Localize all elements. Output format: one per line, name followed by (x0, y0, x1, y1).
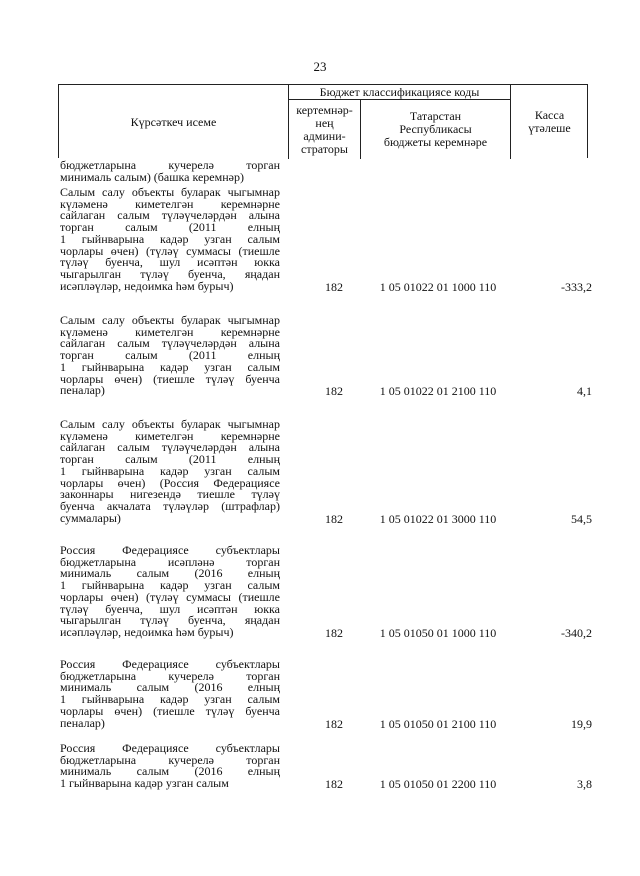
indicator-line: буенча акчалата түләүләр (штрафлар) (60, 498, 280, 513)
indicator-cell (60, 545, 280, 639)
indicator-line: 1 гыйнварына кадәр узган салым (60, 463, 280, 478)
admin-code-cell: 182 (325, 625, 343, 640)
indicator-cell (60, 160, 280, 183)
indicator-line: минималь салым (2016 елның (60, 680, 280, 695)
cash-amount-cell: -340,2 (561, 625, 592, 640)
revenue-code-cell: 1 05 01050 01 2200 110 (379, 777, 497, 792)
indicator-cell (60, 315, 280, 397)
indicator-line: 1 гыйнварына кадәр узган салым (60, 692, 280, 707)
indicator-line: 1 гыйнварына кадәр узган салым (60, 578, 280, 593)
indicator-line: чорлары өчен) (түләү суммасы (тиешле (60, 589, 280, 604)
cash-amount-cell: 19,9 (571, 716, 592, 731)
indicator-line: чыгарылган түләү буенча, яңадан (60, 613, 280, 628)
admin-code-cell: 182 (325, 716, 343, 731)
indicator-line: 1 гыйнварына кадәр узган салым (60, 776, 229, 791)
header-indicator-name: Күрсәткеч исеме (59, 85, 289, 159)
indicator-line: исәпләүләр, недоимка һәм бурыч) (60, 278, 234, 293)
indicator-line: торган салым (2011 елның (60, 220, 280, 235)
indicator-line: исәпләүләр, недоимка һәм бурыч) (60, 624, 234, 639)
indicator-cell (60, 659, 280, 729)
admin-code-cell: 182 (325, 511, 343, 526)
indicator-line: күләменә киметелгән керемнәрне (60, 324, 280, 339)
revenue-code-cell: 1 05 01022 01 2100 110 (379, 384, 497, 399)
indicator-line: бюджетларына кучерелә торган (60, 668, 280, 683)
indicator-line: чорлары өчен) (Россия Федерациясе (60, 475, 280, 490)
admin-code-cell: 182 (325, 279, 343, 294)
indicator-line: чорлары өчен) (тиешле түләү буенча (60, 703, 280, 718)
indicator-line: суммалары) (60, 510, 121, 525)
header-budget-classification: Бюджет классификациясе коды (289, 85, 511, 100)
revenue-code-cell: 1 05 01022 01 3000 110 (379, 511, 497, 526)
indicator-line: 1 гыйнварына кадәр узган салым (60, 231, 280, 246)
indicator-line: чыгарылган түләү буенча, яңадан (60, 266, 280, 281)
indicator-line: бюджетларына кучерелә торган (60, 158, 280, 172)
header-administrators: кертемнәр- нең админи- страторы (289, 100, 361, 159)
indicator-line: чорлары өчен) (түләү суммасы (тиешле (60, 243, 280, 258)
indicator-line: сайлаган салым түләүчеләрдән алына (60, 440, 280, 455)
revenue-code-cell: 1 05 01022 01 1000 110 (379, 279, 497, 294)
indicator-line: 1 гыйнварына кадәр узган салым (60, 359, 280, 374)
indicator-line: Салым салу объекты буларак чыгымнар (60, 185, 280, 199)
cash-amount-cell: 4,1 (577, 384, 592, 399)
indicator-cell (60, 187, 280, 292)
revenue-code-cell: 1 05 01050 01 1000 110 (379, 625, 497, 640)
indicator-line: Салым салу объекты буларак чыгымнар (60, 313, 280, 327)
indicator-line: түләү буенча, шул исәптән юкка (60, 255, 280, 270)
indicator-cell (60, 419, 280, 524)
indicator-line: Россия Федерациясе субъектлары (60, 657, 280, 671)
indicator-line: торган салым (2011 елның (60, 452, 280, 467)
cash-amount-cell: -333,2 (561, 279, 592, 294)
indicator-line: торган салым (2011 елның (60, 348, 280, 363)
header-tatarstan-revenue: Татарстан Республикасы бюджеты керемнәре (361, 100, 511, 159)
indicator-line: законнары нигезендә тиешле түләү (60, 487, 280, 502)
indicator-line: күләменә киметелгән керемнәрне (60, 428, 280, 443)
indicator-line: минималь салым) (башка керемнәр) (60, 169, 244, 184)
cash-amount-cell: 3,8 (577, 777, 592, 792)
cash-amount-cell: 54,5 (571, 511, 592, 526)
indicator-line: бюджетларына кучерелә торган (60, 752, 280, 767)
admin-code-cell: 182 (325, 777, 343, 792)
indicator-line: Салым салу объекты буларак чыгымнар (60, 417, 280, 431)
indicator-line: минималь салым (2016 елның (60, 566, 280, 581)
indicator-line: минималь салым (2016 елның (60, 764, 280, 779)
indicator-line: сайлаган салым түләүчеләрдән алына (60, 208, 280, 223)
revenue-code-cell: 1 05 01050 01 2100 110 (379, 716, 497, 731)
page-number: 23 (313, 59, 327, 74)
header-cash-execution: Касса үтәлеше (528, 108, 571, 135)
indicator-line: түләү буенча, шул исәптән юкка (60, 601, 280, 616)
indicator-line: пеналар) (60, 383, 105, 398)
indicator-cell (60, 743, 280, 790)
indicator-line: Россия Федерациясе субъектлары (60, 741, 280, 755)
indicator-line: чорлары өчен) (тиешле түләү буенча (60, 371, 280, 386)
indicator-line: Россия Федерациясе субъектлары (60, 543, 280, 557)
table-header (58, 84, 588, 158)
indicator-line: сайлаган салым түләүчеләрдән алына (60, 336, 280, 351)
indicator-line: пеналар) (60, 715, 105, 730)
indicator-line: күләменә киметелгән керемнәрне (60, 196, 280, 211)
indicator-line: бюджетларына исәпләнә торган (60, 554, 280, 569)
admin-code-cell: 182 (325, 384, 343, 399)
